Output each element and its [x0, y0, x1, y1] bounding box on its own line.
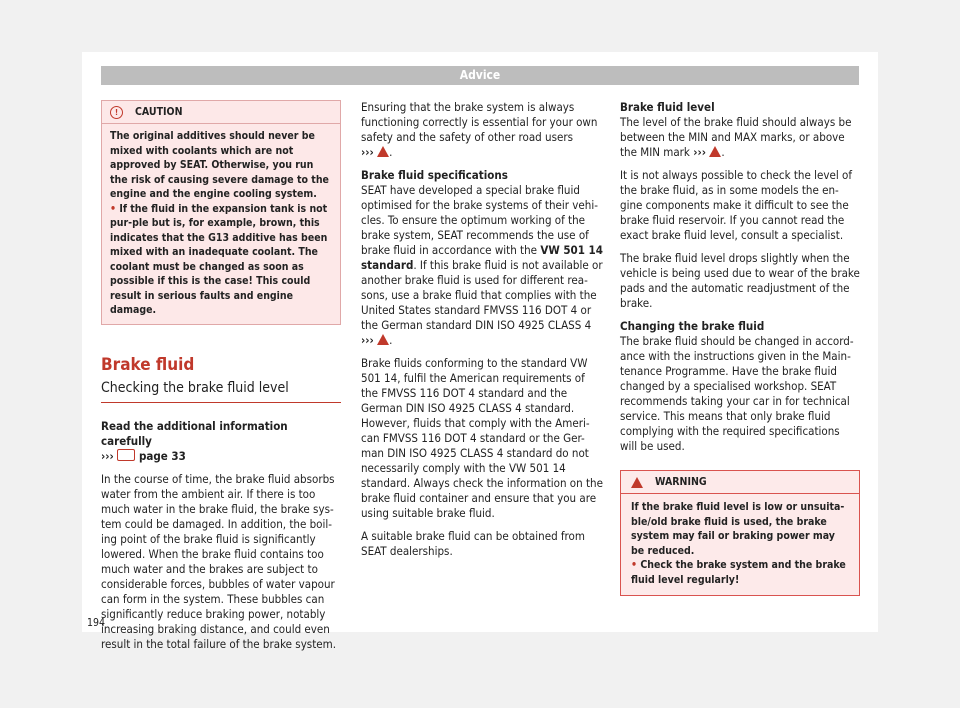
- page-ref-link[interactable]: page 33: [139, 448, 186, 463]
- book-icon: [117, 449, 135, 461]
- col2-paragraph-1: Ensuring that the brake system is always functioning correctly is essential for your own safety and the safety of other road users: [361, 100, 598, 144]
- section-title: Brake fluid: [101, 354, 195, 375]
- spec-heading: Brake fluid specifications: [361, 168, 508, 182]
- warning-label: WARNING: [655, 475, 707, 488]
- col2-paragraph-3: Brake fluids conforming to the standard VW 501 14, fulfil the American requirements of the FMVSS 116 DOT 4 standard and the German DIN ISO 4925 CLASS 4 standard. However, fluids that comply with the Ameri-can FMVSS 116 DOT 4 standard or the Ger-man DIN ISO 4925 CLASS 4 standard do not necessarily comply with the VW 501 14 standard. Always check the information on the brake fluid container and ensure that you are using suitable brake fluid.: [361, 356, 603, 520]
- level-heading: Brake fluid level: [620, 100, 715, 114]
- arrow-icon: ›››: [361, 145, 374, 159]
- caution-icon: !: [110, 106, 123, 119]
- warning-triangle-icon: [631, 477, 643, 488]
- warning-triangle-icon[interactable]: [377, 334, 389, 345]
- warning-box: [620, 470, 860, 596]
- read-more-text: Read the additional information carefully: [101, 418, 288, 448]
- warning-text: If the brake fluid level is low or unsuita-ble/old brake fluid is used, the brake system may fail or braking power may be reduced.: [631, 501, 845, 557]
- arrow-icon: ›››: [361, 333, 374, 347]
- column-2: Ensuring that the brake system is always functioning correctly is essential for your own safety and the safety of other road users ››› . Brake fluid specifications SEAT have developed a special brake fluid optimised for the brake systems of their vehi-cles. To ensure the optimum working of the brake system, SEAT recommends the use of brake fluid in accordance with the VW 501 14 standard. If this brake fluid is not available or another brake fluid is used for different rea-sons, use a brake fluid that complies with the United States standard FMVSS 116 DOT 4 or the German standard DIN ISO 4925 CLASS 4 ››› . Brake fluids conforming to the standard VW 501 14, fulfil the American requirements of the FMVSS 116 DOT 4 standard and the German DIN ISO 4925 CLASS 4 standard. However, fluids that comply with the Ameri-can FMVSS 116 DOT 4 standard or the Ger-man DIN ISO 4925 CLASS 4 standard do not necessarily comply with the VW 501 14 standard. Always check the information on the brake fluid container and ensure that you are using suitable brake fluid. A suitable brake fluid can be obtained from SEAT dealerships.: [361, 100, 603, 558]
- bullet-icon: •: [631, 559, 638, 571]
- change-heading: Changing the brake fluid: [620, 319, 765, 333]
- col1-paragraph: In the course of time, the brake fluid absorbs water from the ambient air. If there is too much water in the brake fluid, the brake sys-tem could be damaged. In addition, the boil-ing point of the brake fluid is significantly lowered. When the brake fluid contains too much water and the brakes are subject to considerable forces, bubbles of water vapour can form in the system. These bubbles can significantly reduce braking power, notably increasing braking distance, and could even result in the total failure of the brake system.: [101, 471, 336, 651]
- arrow-icon: ›››: [693, 145, 707, 159]
- warning-bullet: Check the brake system and the brake fluid level regularly!: [631, 559, 846, 586]
- column-1: [101, 100, 341, 660]
- bullet-icon: •: [110, 202, 117, 215]
- col3-paragraph-4: The brake fluid should be changed in accord-ance with the instructions given in the Main-tenance Programme. Have the brake fluid changed by a specialised workshop. SEAT recommends taking your car in for technical service. This means that only brake fluid complying with the required specifications will be used.: [620, 334, 854, 453]
- section-subtitle: Checking the brake fluid level: [101, 381, 341, 403]
- col3-paragraph-3: The brake fluid level drops slightly when the vehicle is being used due to wear of the brake pads and the automatic readjustment of the brake.: [620, 251, 860, 310]
- caution-bullet: If the fluid in the expansion tank is not pur-ple but is, for example, brown, this indicates that the G13 additive has been mixed with an inadequate coolant. The coolant must be changed as soon as possible if this is the case! This could result in serious faults and engine damage.: [110, 202, 328, 316]
- section-header: Advice: [101, 66, 859, 85]
- col2-paragraph-4: A suitable brake fluid can be obtained from SEAT dealerships.: [361, 529, 585, 558]
- col3-paragraph-2: It is not always possible to check the level of the brake fluid, as in some models the en-gine components make it difficult to see the brake fluid reservoir. If you cannot read the exact brake fluid level, consult a specialist.: [620, 168, 852, 242]
- standard-name: VW 501 14 standard: [361, 243, 603, 272]
- page-number: 194: [87, 617, 106, 629]
- col3-paragraph-1: The level of the brake fluid should always be between the MIN and MAX marks, or above the MIN mark: [620, 115, 852, 159]
- arrow-icon: ›››: [101, 448, 114, 463]
- caution-text: The original additives should never be mixed with coolants which are not approved by SEAT. Otherwise, you run the risk of causing severe damage to the engine and the engine cooling system.: [110, 130, 329, 200]
- warning-triangle-icon[interactable]: [377, 146, 389, 157]
- column-3: Brake fluid level The level of the brake fluid should always be between the MIN and MAX marks, or above the MIN mark ››› . It is not always possible to check the level of the brake fluid, as in some models the en-gine components make it difficult to see the brake fluid reservoir. If you cannot read the exact brake fluid level, consult a specialist. The brake fluid level drops slightly when the vehicle is being used due to wear of the brake pads and the automatic readjustment of the brake. Changing the brake fluid The brake fluid should be changed in accord-ance with the instructions given in the Main-tenance Programme. Have the brake fluid changed by a specialised workshop. SEAT recommends taking your car in for technical service. This means that only brake fluid complying with the required specifications will be used. WARNING If the brake fluid level is low or unsuita-ble/old brake fluid is used, the brake system may fail or braking power may be reduced. • Check the brake system and the brake fluid level regularly!: [620, 100, 860, 596]
- caution-box: [101, 100, 341, 325]
- caution-label: CAUTION: [135, 105, 183, 118]
- warning-triangle-icon[interactable]: [709, 146, 721, 157]
